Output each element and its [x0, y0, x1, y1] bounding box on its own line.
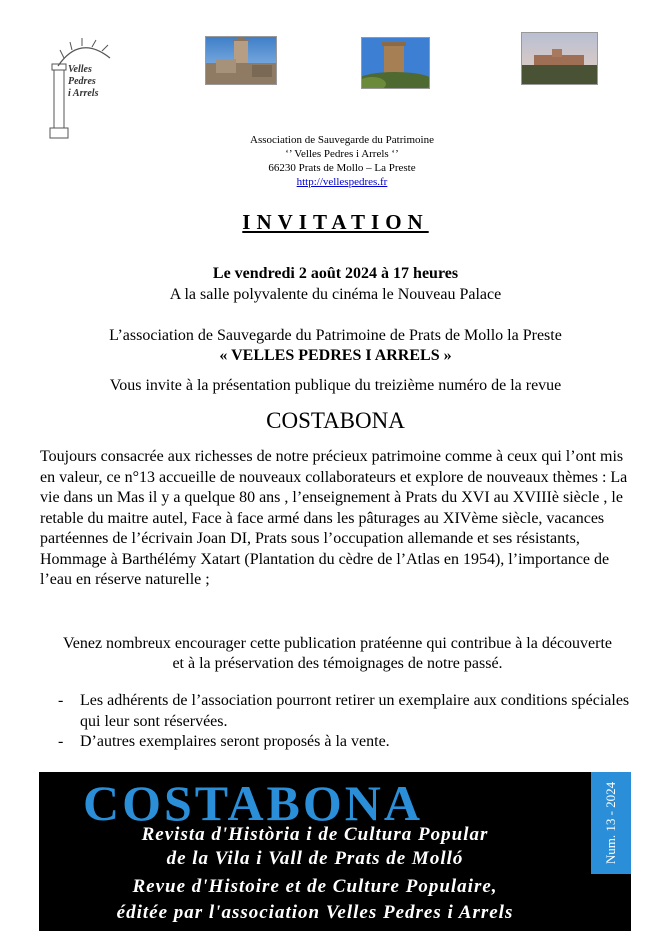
body-paragraph: Toujours consacrée aux richesses de notre précieux patrimoine comme à ceux qui l’ont mis en valeur, ce n°13 accueille de nouveaux collaborateurs et explore de nouveaux thèmes : La vie dans un Mas il y a quelque 80 ans , l’enseignement à Prats du XVI au XVIIIè siècle , le retable du maitre autel, Face à face armé dans les pâturages au XIVème siècle, vacances partéennes de l’écrivain Joan DI, Prats sous l’occupation allemande et ses résistants, Hommage à Barthélémy Xatart (Plantation du cèdre de l’Atlas en 1954), l’importance de l’eau en réserve naturelle ; [40, 448, 628, 588]
banner-catalan-line-1: Revista d'Història i de Cultura Popular [141, 824, 489, 845]
costabona-banner [39, 772, 631, 931]
banner-french-line-2: éditée par l'association Velles Pedres i Arrels [116, 902, 514, 923]
list-item: - Les adhérents de l’association pourront retirer un exemplaire aux conditions spéciales qui leur sont réservées. [58, 691, 638, 732]
logo-text-3: i Arrels [68, 88, 99, 99]
website-link[interactable]: http://vellespedres.fr [296, 176, 388, 188]
event-date: Le vendredi 2 août 2024 à 17 heures [212, 265, 459, 282]
call-to-action: Venez nombreux encourager cette publication pratéenne qui contribue à la découverte et à la préservation des témoignages de notre passé. [62, 635, 613, 672]
banner-french-line-1: Revue d'Histoire et de Culture Populaire, [132, 876, 498, 897]
association-brand: ‘’ Velles Pedres i Arrels ‘’ [285, 148, 399, 160]
list-item: - D’autres exemplaires seront proposés à la vente. [58, 732, 638, 753]
association-name: Association de Sauvegarde du Patrimoine [250, 134, 434, 146]
banner-title: COSTABONA [83, 775, 424, 831]
logo-text-1: Velles [68, 64, 92, 75]
bullet-list [58, 691, 638, 753]
invitation-line: Vous invite à la présentation publique du treizième numéro de la revue [109, 377, 562, 394]
event-place: A la salle polyvalente du cinéma le Nouveau Palace [169, 286, 502, 303]
round-tower-photo [361, 37, 430, 89]
church-tower-photo [205, 36, 277, 85]
issue-number: Num. 13 - 2024 [603, 781, 618, 865]
review-name: COSTABONA [266, 408, 405, 433]
association-address [180, 133, 504, 189]
intro-line: L’association de Sauvegarde du Patrimoine de Prats de Mollo la Preste [109, 327, 562, 344]
logo-text-2: Pedres [68, 76, 96, 87]
banner-catalan-line-2: de la Vila i Vall de Prats de Molló [166, 848, 464, 869]
page-title: INVITATION [242, 210, 429, 234]
association-quote: « VELLES PEDRES I ARRELS » [219, 347, 452, 364]
fort-photo [521, 32, 598, 85]
association-city: 66230 Prats de Mollo – La Preste [268, 162, 416, 174]
association-logo [44, 36, 120, 140]
issue-badge [591, 772, 631, 874]
